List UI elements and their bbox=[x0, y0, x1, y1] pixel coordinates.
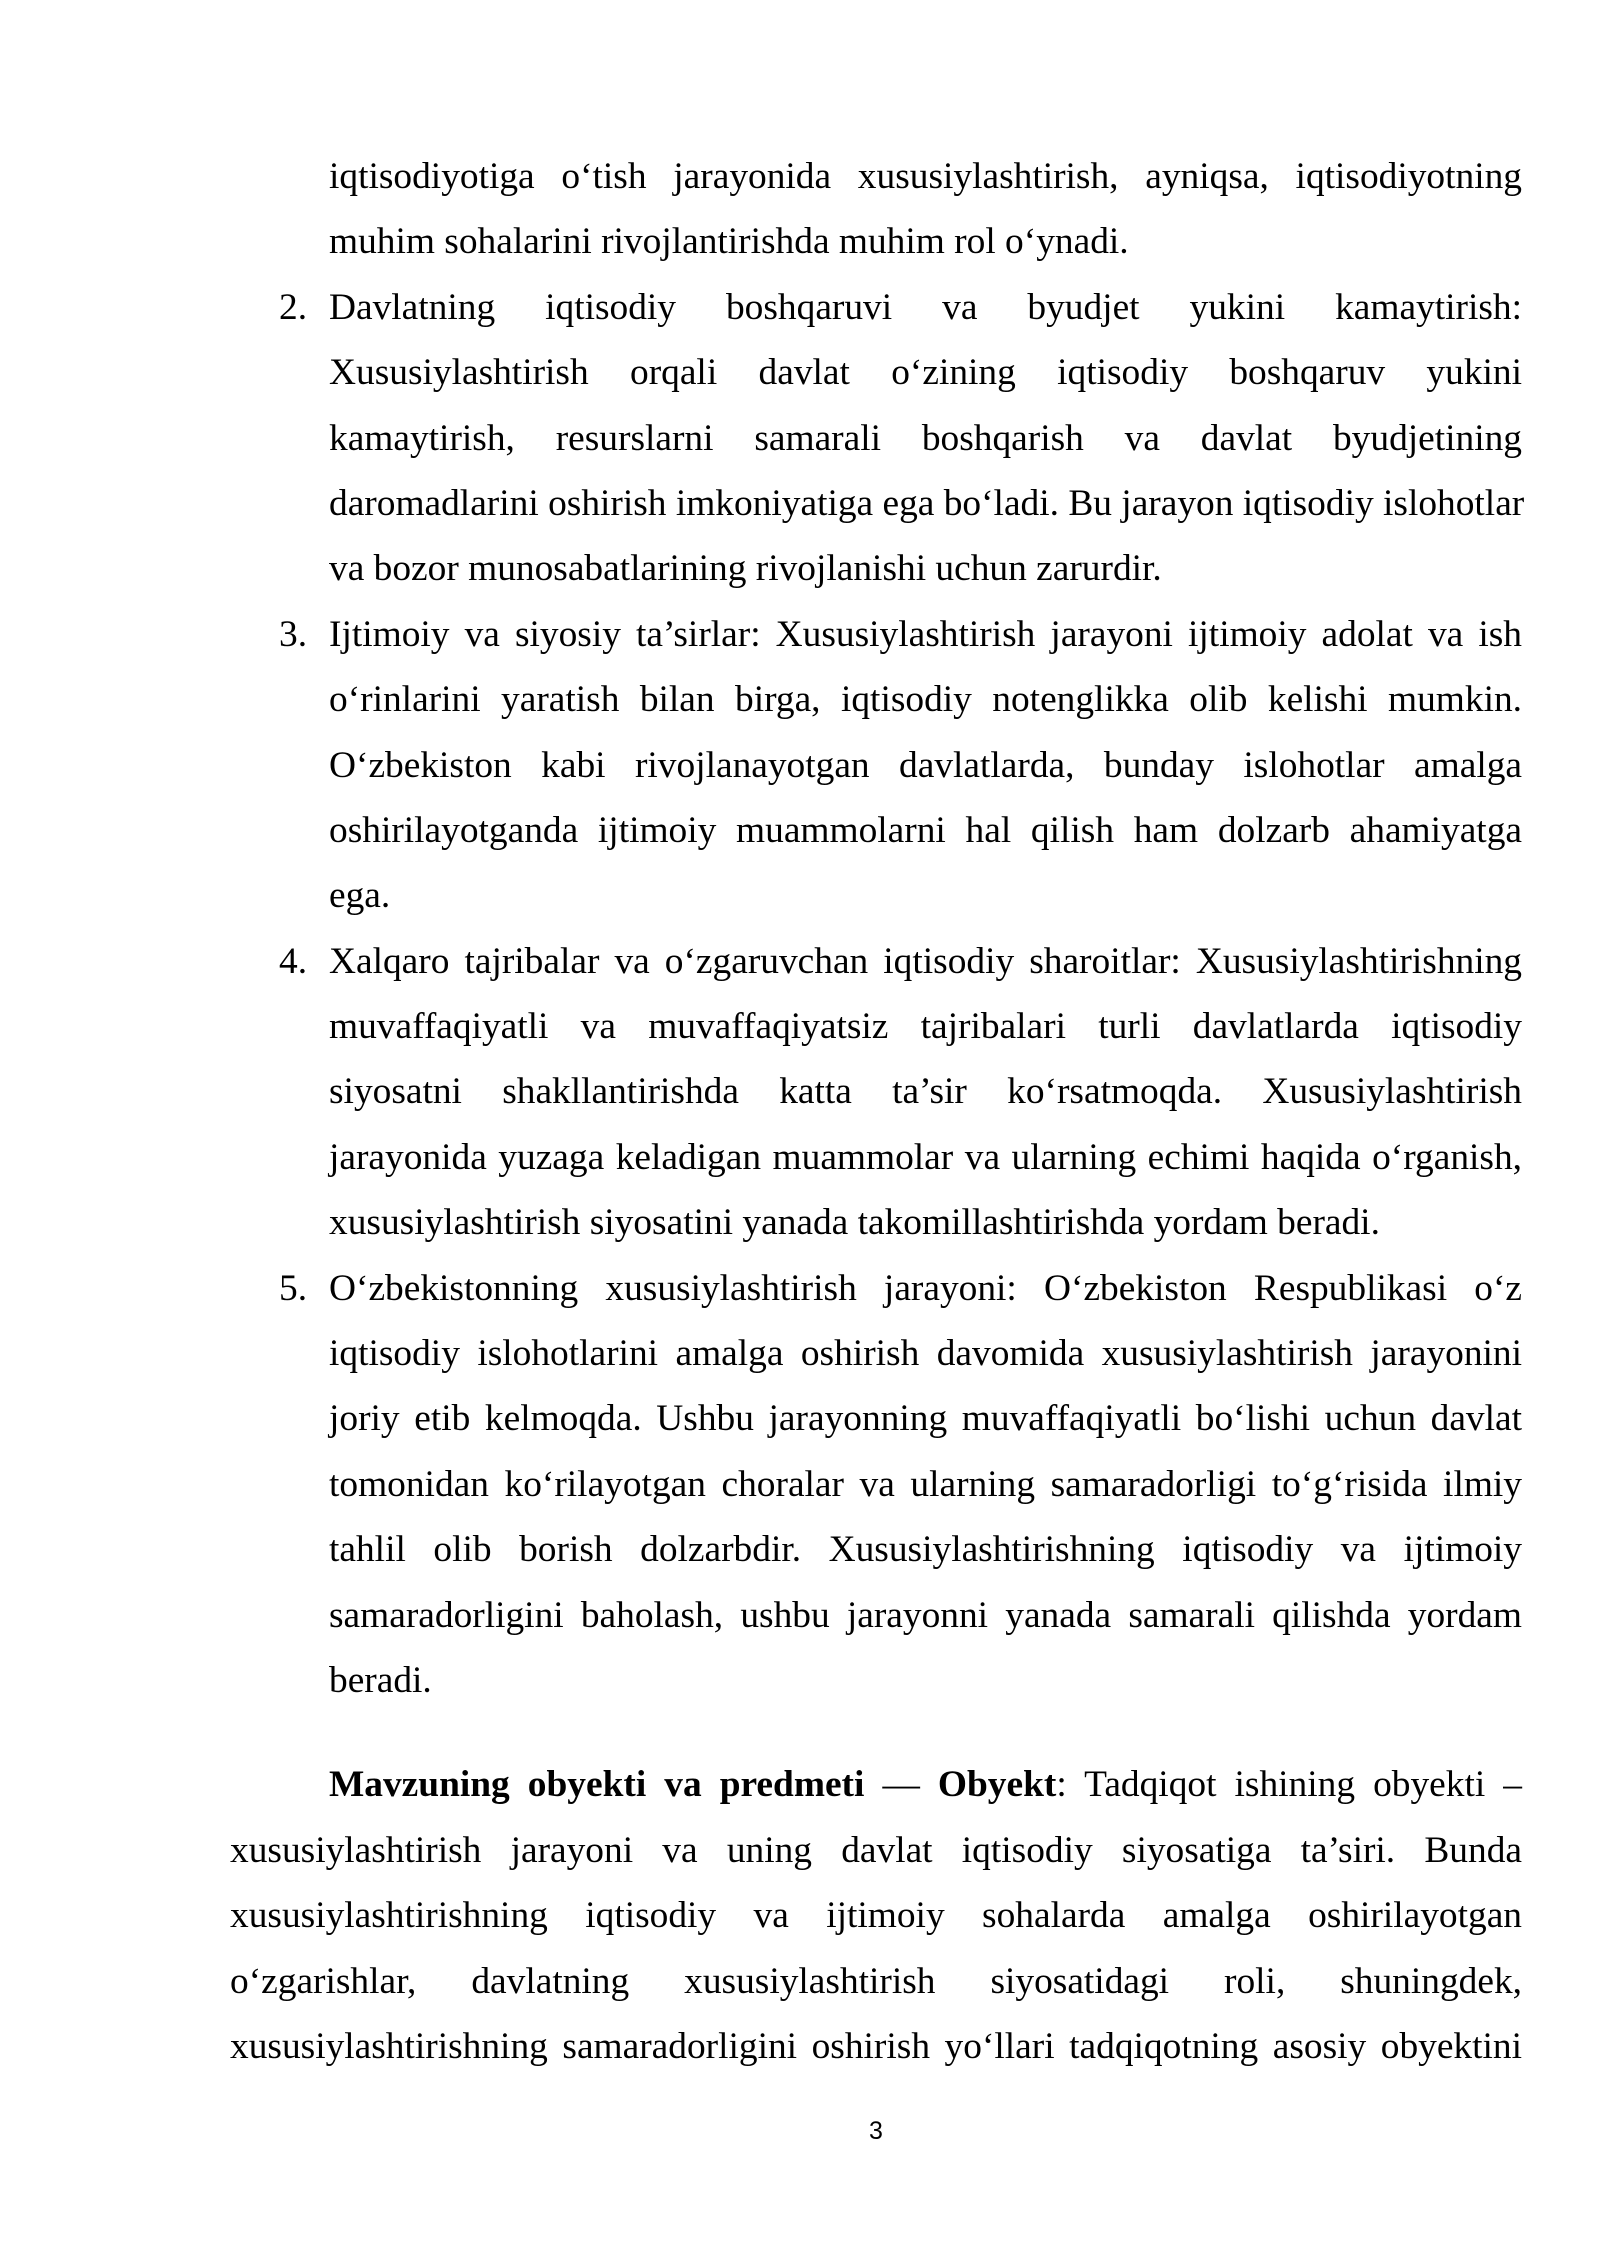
text-line: o‘rinlarini yaratish bilan birga, iqtisodiy notenglikka olib kelishi mumkin. bbox=[329, 679, 1522, 721]
text-line: Xususiylashtirish orqali davlat o‘zining iqtisodiy boshqaruv yukini bbox=[329, 352, 1522, 394]
dash-separator: — bbox=[864, 1764, 938, 1806]
text-line: Xalqaro tajribalar va o‘zgaruvchan iqtisodiy sharoitlar: Xususiylashtirishning bbox=[329, 940, 1522, 982]
text-line: Ijtimoiy va siyosiy ta’sirlar: Xususiylashtirish jarayoni ijtimoiy adolat va ish bbox=[329, 613, 1522, 655]
text-line: tomonidan ko‘rilayotgan choralar va ularning samaradorligi to‘g‘risida ilmiy bbox=[329, 1463, 1522, 1505]
list-item bbox=[279, 602, 1522, 929]
text-line: oshirilayotganda ijtimoiy muammolarni hal qilish ham dolzarb ahamiyatga bbox=[329, 809, 1522, 851]
text-line: muvaffaqiyatli va muvaffaqiyatsiz tajribalari turli davlatlarda iqtisodiy bbox=[329, 1006, 1522, 1048]
text-line: O‘zbekiston kabi rivojlanayotgan davlatlarda, bunday islohotlar amalga bbox=[329, 744, 1522, 786]
page-number: 3 bbox=[869, 2117, 883, 2145]
text-line: jarayonida yuzaga keladigan muammolar va ularning echimi haqida o‘rganish, bbox=[329, 1136, 1522, 1178]
text-line: va bozor munosabatlarining rivojlanishi uchun zarurdir. bbox=[329, 548, 1162, 590]
text-line: iqtisodiy islohotlarini amalga oshirish davomida xususiylashtirish jarayonini bbox=[329, 1333, 1522, 1375]
list-item bbox=[279, 275, 1525, 602]
list-number: 3. bbox=[279, 613, 308, 655]
text-line: daromadlarini oshirish imkoniyatiga ega bo‘ladi. Bu jarayon iqtisodiy islohotlar bbox=[329, 482, 1525, 524]
text-line: samaradorligini baholash, ushbu jarayonni yanada samarali qilishda yordam bbox=[329, 1594, 1522, 1636]
bold-term: Obyekt bbox=[937, 1764, 1057, 1806]
text-line: tahlil olib borish dolzarbdir. Xususiylashtirishning iqtisodiy va ijtimoiy bbox=[329, 1529, 1522, 1571]
text-line: o‘zgarishlar, davlatning xususiylashtirish siyosatidagi roli, shuningdek, bbox=[230, 1960, 1522, 2002]
text-line: beradi. bbox=[329, 1659, 432, 1701]
text-line: kamaytirish, resurslarni samarali boshqarish va davlat byudjetining bbox=[329, 417, 1522, 459]
text-line: xususiylashtirish siyosatini yanada takomillashtirishda yordam beradi. bbox=[329, 1202, 1380, 1244]
body-paragraph bbox=[230, 1752, 1522, 2079]
text-line: iqtisodiyotiga o‘tish jarayonida xususiylashtirish, ayniqsa, iqtisodiyotning bbox=[329, 156, 1522, 197]
list-number: 4. bbox=[279, 940, 308, 982]
text-line: Davlatning iqtisodiy boshqaruvi va byudjet yukini kamaytirish: bbox=[329, 286, 1522, 328]
list-number: 2. bbox=[279, 286, 308, 328]
numbered-list bbox=[279, 144, 1525, 1713]
list-item bbox=[279, 929, 1522, 1256]
list-number: 5. bbox=[279, 1267, 308, 1309]
text-line: muhim sohalarini rivojlantirishda muhim rol o‘ynadi. bbox=[329, 221, 1129, 263]
text-line: siyosatni shakllantirishda katta ta’sir ko‘rsatmoqda. Xususiylashtirish bbox=[329, 1071, 1522, 1113]
text-line: joriy etib kelmoqda. Ushbu jarayonning muvaffaqiyatli bo‘lishi uchun davlat bbox=[329, 1398, 1522, 1440]
list-item-continued bbox=[329, 144, 1522, 275]
bold-heading: Mavzuning obyekti va predmeti bbox=[329, 1764, 865, 1806]
list-item bbox=[279, 1256, 1522, 1714]
text-line: ega. bbox=[329, 875, 391, 917]
text-line: xususiylashtirishning samaradorligini oshirish yo‘llari tadqiqotning asosiy obyektini bbox=[230, 2025, 1522, 2067]
text-line: O‘zbekistonning xususiylashtirish jarayoni: O‘zbekiston Respublikasi o‘z bbox=[329, 1267, 1522, 1309]
text-run: : Tadqiqot ishining obyekti – bbox=[1056, 1764, 1522, 1806]
page-body bbox=[230, 144, 1525, 2079]
text-line: xususiylashtirish jarayoni va uning davlat iqtisodiy siyosatiga ta’siri. Bunda bbox=[230, 1829, 1522, 1871]
text-line: xususiylashtirishning iqtisodiy va ijtimoiy sohalarda amalga oshirilayotgan bbox=[230, 1895, 1522, 1937]
text-line bbox=[230, 1752, 1522, 1817]
